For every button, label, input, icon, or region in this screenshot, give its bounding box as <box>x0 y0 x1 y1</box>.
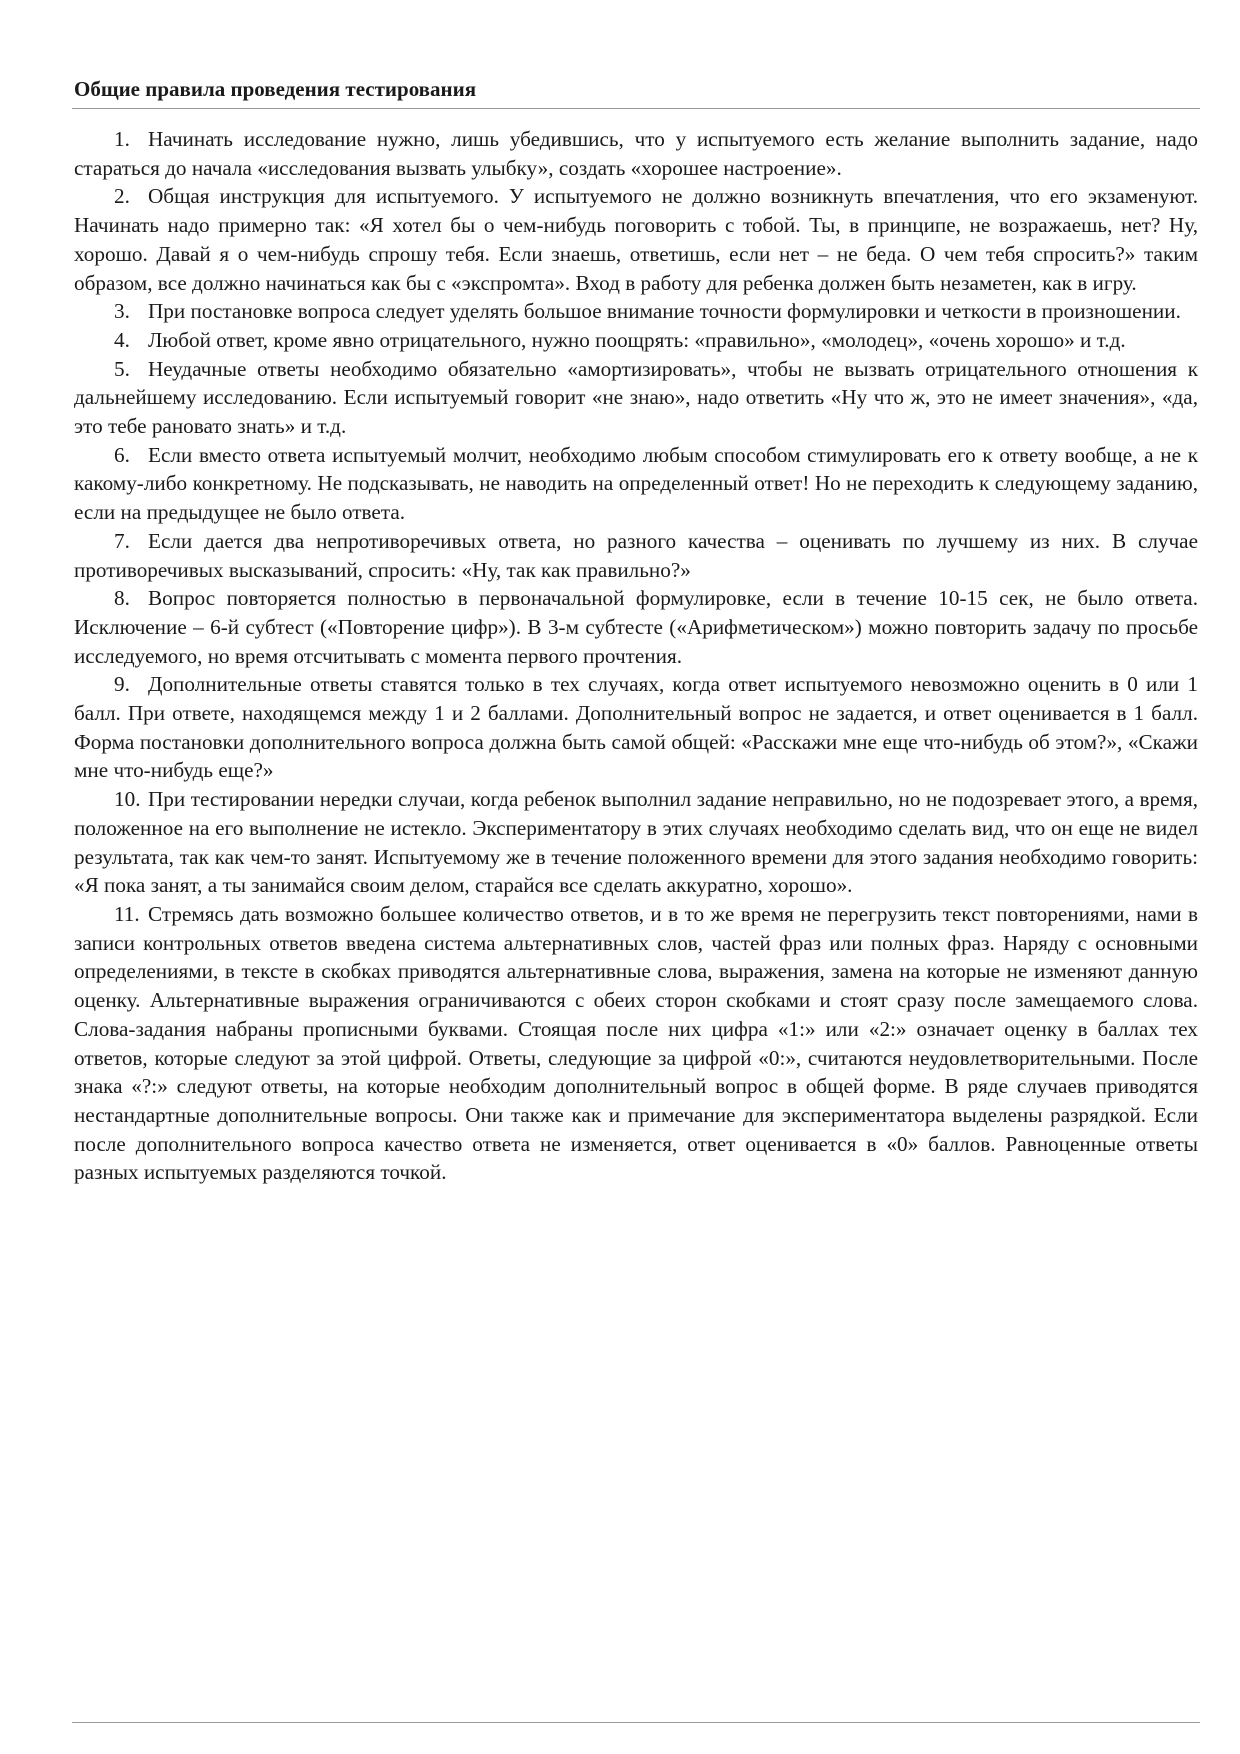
list-item <box>74 441 1198 527</box>
list-item-text: При постановке вопроса следует уделять большое внимание точности формулировки и четкости в произношении. <box>148 299 1181 324</box>
rules-list <box>74 125 1198 1187</box>
list-item <box>74 355 1198 441</box>
list-item <box>74 900 1198 1187</box>
list-item-number: 4. <box>114 327 130 352</box>
list-item-number: 9. <box>114 672 130 697</box>
list-item <box>74 670 1198 785</box>
list-item <box>74 125 1198 182</box>
list-item-number: 6. <box>114 442 130 467</box>
list-item <box>74 527 1198 584</box>
list-item-text: Стремясь дать возможно большее количество ответов, и в то же время не перегрузить текст повторениями, нами в записи контрольных ответов введена система альтернативных слов, частей фраз или полных фраз. Наряду с основными определениями, в тексте в скобках приводятся альтернативные слова, выражения, замена на которые не изменяют данную оценку. Альтернативные выражения ограничиваются с обеих сторон скобками и стоят сразу после замещаемого слова. Слова-задания набраны прописными буквами. Стоящая после них цифра «1:» или «2:» означает оценку в баллах тех ответов, которые следуют за этой цифрой. Ответы, следующие за цифрой «0:», считаются неудовлетворительными. После знака «?:» следуют ответы, на которые необходим дополнительный вопрос в общей форме. В ряде случаев приводятся нестандартные дополнительные вопросы. Они также как и примечание для экспериментатора выделены разрядкой. Если после дополнительного вопроса качество ответа не изменяется, ответ оценивается в «0» баллов. Равноценные ответы разных испытуемых разделяются точкой. <box>74 901 1198 1185</box>
list-item <box>74 326 1198 355</box>
list-item-number: 3. <box>114 299 130 324</box>
list-item-number: 1. <box>114 127 130 151</box>
list-item-text: При тестировании нередки случаи, когда ребенок выполнил задание неправильно, но не подозревает этого, а время, положенное на его выполнение не истекло. Экспериментатору в этих случаях необходимо сделать вид, что он еще не видел результата, так как чем-то занят. Испытуемому же в течение положенного времени для этого задания необходимо говорить: «Я пока занят, а ты занимайся своим делом, старайся все сделать аккуратно, хорошо». <box>74 787 1198 898</box>
list-item <box>74 584 1198 670</box>
footer-divider <box>72 1722 1200 1723</box>
header-divider <box>72 108 1200 109</box>
list-item-text: Начинать исследование нужно, лишь убедившись, что у испытуемого есть желание выполнить задание, надо стараться до начала «исследования вызвать улыбку», создать «хорошее настроение». <box>74 127 1198 180</box>
list-item-text: Если вместо ответа испытуемый молчит, необходимо любым способом стимулировать его к ответу вообще, а не к какому-либо конкретному. Не подсказывать, не наводить на определенный ответ! Но не переходить к следующему заданию, если на предыдущее не было ответа. <box>74 442 1198 525</box>
list-item-text: Дополнительные ответы ставятся только в тех случаях, когда ответ испытуемого невозможно оценить в 0 или 1 балл. При ответе, находящемся между 1 и 2 баллами. Дополнительный вопрос не задается, и ответ оценивается в 1 балл. Форма постановки дополнительного вопроса должна быть самой общей: «Расскажи мне еще что-нибудь об этом?», «Скажи мне что-нибудь еще?» <box>74 672 1198 783</box>
list-item-number: 10. <box>114 787 141 812</box>
list-item-text: Если дается два непротиворечивых ответа, но разного качества – оценивать по лучшему из них. В случае противоречивых высказываний, спросить: «Ну, так как правильно?» <box>74 528 1198 582</box>
list-item <box>74 785 1198 900</box>
list-item <box>74 297 1198 326</box>
list-item-text: Неудачные ответы необходимо обязательно «амортизировать», чтобы не вызвать отрицательного отношения к дальнейшему исследованию. Если испытуемый говорит «не знаю», надо ответить «Ну что ж, это не имеет значения», «да, это тебе рановато знать» и т.д. <box>74 356 1198 439</box>
list-item-number: 8. <box>114 586 130 611</box>
page-title: Общие правила проведения тестирования <box>74 77 477 101</box>
list-item-text: Вопрос повторяется полностью в первоначальной формулировке, если в течение 10-15 сек, не было ответа. Исключение – 6-й субтест («Повторение цифр»). В 3-м субтесте («Арифметическом») можно повторить задачу по просьбе исследуемого, но время отсчитывать с момента первого прочтения. <box>74 586 1198 668</box>
list-item <box>74 182 1198 297</box>
list-item-number: 11. <box>114 901 140 926</box>
list-item-text: Любой ответ, кроме явно отрицательного, нужно поощрять: «правильно», «молодец», «очень хорошо» и т.д. <box>148 327 1126 352</box>
list-item-number: 7. <box>114 528 130 553</box>
list-item-number: 2. <box>114 184 130 209</box>
list-item-text: Общая инструкция для испытуемого. У испытуемого не должно возникнуть впечатления, что его экзаменуют. Начинать надо примерно так: «Я хотел бы о чем-нибудь поговорить с тобой. Ты, в принципе, не возражаешь, нет? Ну, хорошо. Давай я о чем-нибудь спрошу тебя. Если знаешь, ответишь, если нет – не беда. О чем тебя спросить?» таким образом, все должно начинаться как бы с «экспромта». Вход в работу для ребенка должен быть незаметен, как в игру. <box>74 184 1198 295</box>
list-item-number: 5. <box>114 356 130 381</box>
